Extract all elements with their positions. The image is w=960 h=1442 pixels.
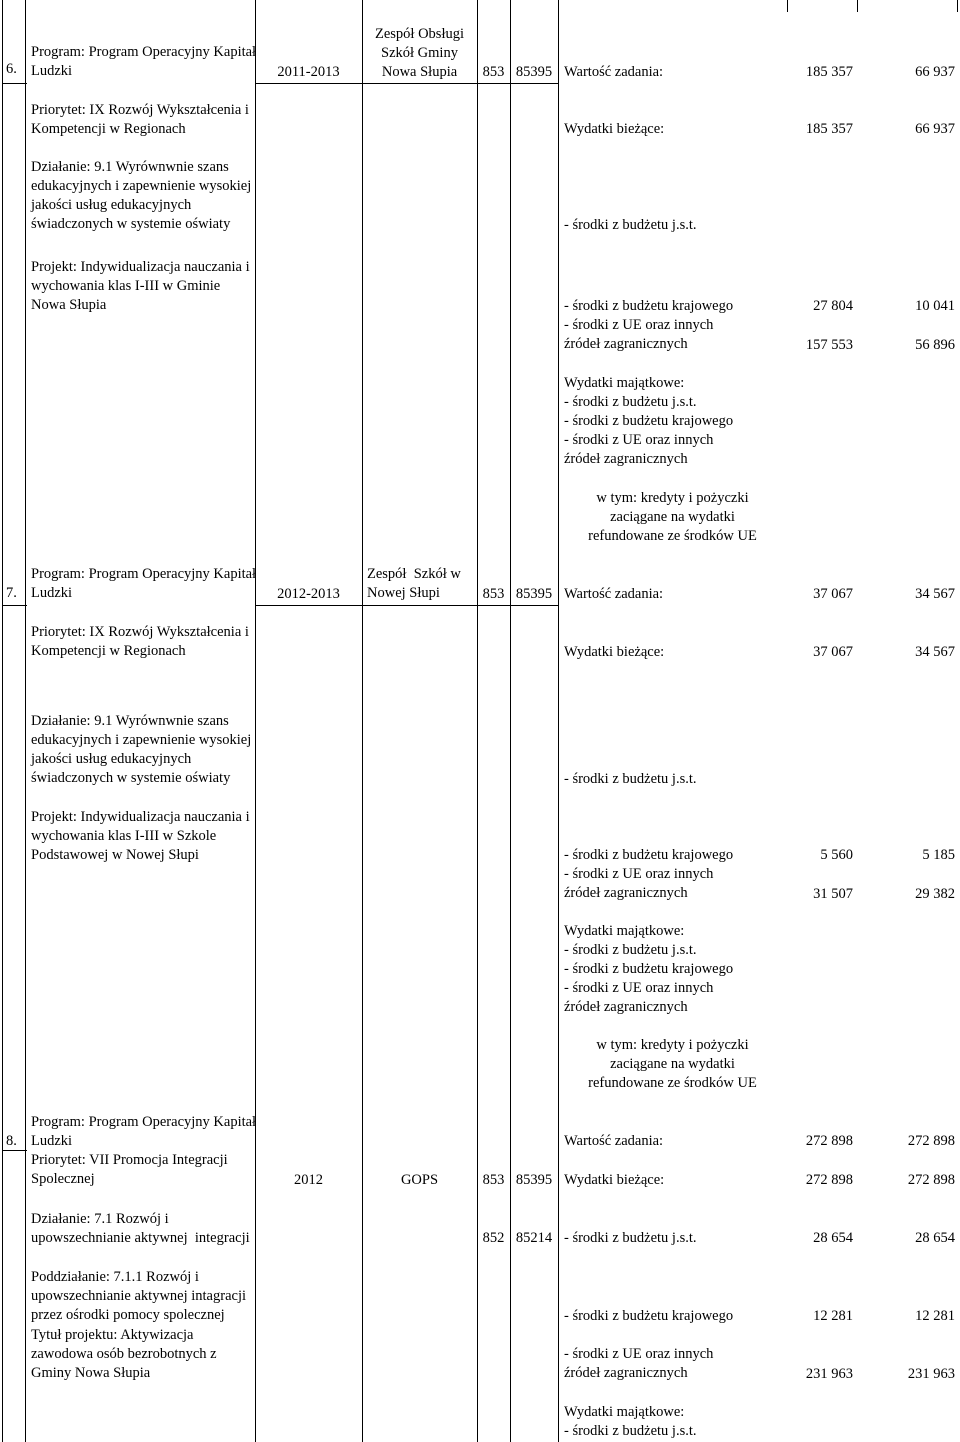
program-line: Program: Program Operacyjny Kapitał [31, 1114, 257, 1130]
program-line: Priorytet: VII Promocja Integracji [31, 1152, 228, 1168]
poddzialanie-line: zawodowa osób bezrobotnych z [31, 1346, 217, 1362]
priorytet-line: Kompetencji w Regionach [31, 643, 186, 659]
biezace-label: Wydatki bieżące: [564, 644, 665, 660]
program-line: Spolecznej [31, 1171, 95, 1187]
rozdzial: 85395 [515, 1172, 553, 1188]
wartosc-label: Wartość zadania: [564, 1133, 664, 1149]
program-line: Ludzki [31, 585, 73, 601]
projekt-line: Nowa Słupia [31, 297, 107, 313]
column-rule [558, 0, 559, 1442]
wartosc-value-2: 34 567 [915, 586, 955, 602]
wartosc-label: Wartość zadania: [564, 586, 664, 602]
poddzialanie-line: przez ośrodki pomocy spolecznej [31, 1307, 225, 1323]
majatkowe-line: - środki z budżetu j.s.t. [564, 1423, 697, 1439]
column-rule [362, 0, 363, 1442]
row-number: 7. [6, 585, 17, 601]
dzial: 853 [482, 64, 505, 80]
unit-line: GOPS [400, 1172, 439, 1188]
unit-line: Zespół Obsługi [374, 26, 464, 42]
kraj-label: - środki z budżetu krajowego [564, 847, 734, 863]
period: 2011-2013 [277, 64, 340, 80]
projekt-line: Projekt: Indywidualizacja nauczania i [31, 809, 250, 825]
biezace-value-1: 272 898 [805, 1172, 853, 1188]
majatkowe-line: - środki z budżetu krajowego [564, 413, 734, 429]
ue-label: - środki z UE oraz innych [564, 866, 714, 882]
majatkowe-line: źródeł zagranicznych [564, 999, 688, 1015]
ue-value-2: 29 382 [915, 886, 955, 902]
dzialanie-line: edukacyjnych i zapewnienie wysokiej [31, 178, 252, 194]
priorytet-line: Priorytet: IX Rozwój Wykształcenia i [31, 624, 249, 640]
poddzialanie-line: Gminy Nowa Słupia [31, 1365, 151, 1381]
poddzialanie-line: upowszechnianie aktywnej intagracji [31, 1288, 247, 1304]
kredyty-line: zaciągane na wydatki [610, 509, 735, 525]
column-rule [2, 0, 3, 1442]
rozdzial: 85395 [515, 64, 553, 80]
wartosc-value-1: 272 898 [805, 1133, 853, 1149]
jst-label: - środki z budżetu j.s.t. [564, 771, 697, 787]
kredyty-line: refundowane ze środków UE [588, 1075, 757, 1091]
majatkowe-line: źródeł zagranicznych [564, 451, 688, 467]
kredyty-line: zaciągane na wydatki [610, 1056, 735, 1072]
kraj-label: - środki z budżetu krajowego [564, 298, 734, 314]
dzial: 853 [482, 586, 505, 602]
kraj-value-2: 5 185 [922, 847, 955, 863]
wartosc-value-1: 185 357 [805, 64, 853, 80]
wartosc-value-1: 37 067 [813, 586, 853, 602]
dzialanie-line: Działanie: 9.1 Wyrównwnie szans [31, 159, 229, 175]
column-rule [477, 0, 478, 1442]
unit-line: Zespół Szkół w [367, 566, 461, 582]
row-number: 8. [6, 1133, 17, 1149]
priorytet-line: Kompetencji w Regionach [31, 121, 186, 137]
kredyty-line: refundowane ze środków UE [588, 528, 757, 544]
jst-label: - środki z budżetu j.s.t. [564, 217, 697, 233]
biezace-value-2: 272 898 [907, 1172, 955, 1188]
ue-value-1: 157 553 [805, 337, 853, 353]
jst-value-1: 28 654 [813, 1230, 853, 1246]
column-rule [255, 0, 256, 1442]
jst-label: - środki z budżetu j.s.t. [564, 1230, 697, 1246]
dzialanie-line: Działanie: 7.1 Rozwój i [31, 1211, 169, 1227]
unit-line: Nowa Słupia [381, 64, 458, 80]
program-line: Ludzki [31, 63, 73, 79]
poddzialanie-line: Poddziałanie: 7.1.1 Rozwój i [31, 1269, 199, 1285]
column-rule [857, 0, 858, 12]
period: 2012 [294, 1172, 323, 1188]
dzialanie-line: upowszechnianie aktywnej integracji [31, 1230, 250, 1246]
kraj-value-2: 10 041 [915, 298, 955, 314]
row-rule [255, 83, 559, 84]
row-number: 6. [6, 61, 17, 77]
ue-label: - środki z UE oraz innych [564, 317, 714, 333]
ue-label: źródeł zagranicznych [564, 885, 688, 901]
majatkowe-line: Wydatki majątkowe: [564, 1404, 685, 1420]
majatkowe-line: - środki z budżetu j.s.t. [564, 394, 697, 410]
majatkowe-line: Wydatki majątkowe: [564, 375, 685, 391]
rozdzial: 85214 [515, 1230, 553, 1246]
program-line: Program: Program Operacyjny Kapitał [31, 44, 257, 60]
program-line: Program: Program Operacyjny Kapitał [31, 566, 257, 582]
biezace-label: Wydatki bieżące: [564, 1172, 665, 1188]
period: 2012-2013 [277, 586, 340, 602]
kredyty-line: w tym: kredyty i pożyczki [596, 490, 749, 506]
unit-line: Szkół Gminy [381, 45, 458, 61]
ue-value-1: 231 963 [805, 1366, 853, 1382]
projekt-line: Projekt: Indywidualizacja nauczania i [31, 259, 250, 275]
majatkowe-line: Wydatki majątkowe: [564, 923, 685, 939]
row-rule [2, 83, 27, 84]
majatkowe-line: - środki z UE oraz innych [564, 432, 714, 448]
wartosc-value-2: 66 937 [915, 64, 955, 80]
wartosc-value-2: 272 898 [907, 1133, 955, 1149]
column-rule [25, 0, 26, 1442]
kraj-value-1: 12 281 [813, 1308, 853, 1324]
column-rule [510, 0, 511, 1442]
biezace-label: Wydatki bieżące: [564, 121, 665, 137]
kraj-value-1: 27 804 [813, 298, 853, 314]
poddzialanie-line: Tytuł projektu: Aktywizacja [31, 1327, 194, 1343]
dzialanie-line: świadczonych w systemie oświaty [31, 770, 231, 786]
ue-value-1: 31 507 [813, 886, 853, 902]
ue-label: - środki z UE oraz innych [564, 1346, 714, 1362]
row-rule [255, 605, 559, 606]
wartosc-label: Wartość zadania: [564, 64, 664, 80]
majatkowe-line: - środki z UE oraz innych [564, 980, 714, 996]
projekt-line: wychowania klas I-III w Gminie [31, 278, 221, 294]
ue-label: źródeł zagranicznych [564, 1365, 688, 1381]
biezace-value-2: 66 937 [915, 121, 955, 137]
jst-value-2: 28 654 [915, 1230, 955, 1246]
majatkowe-line: - środki z budżetu krajowego [564, 961, 734, 977]
projekt-line: Podstawowej w Nowej Słupi [31, 847, 199, 863]
priorytet-line: Priorytet: IX Rozwój Wykształcenia i [31, 102, 249, 118]
kraj-label: - środki z budżetu krajowego [564, 1308, 734, 1324]
biezace-value-1: 37 067 [813, 644, 853, 660]
majatkowe-line: - środki z budżetu j.s.t. [564, 942, 697, 958]
dzial: 853 [482, 1172, 505, 1188]
ue-value-2: 56 896 [915, 337, 955, 353]
dzialanie-line: świadczonych w systemie oświaty [31, 216, 231, 232]
kraj-value-1: 5 560 [820, 847, 853, 863]
ue-label: źródeł zagranicznych [564, 336, 688, 352]
program-line: Ludzki [31, 1133, 73, 1149]
projekt-line: wychowania klas I-III w Szkole [31, 828, 217, 844]
dzialanie-line: edukacyjnych i zapewnienie wysokiej [31, 732, 252, 748]
kraj-value-2: 12 281 [915, 1308, 955, 1324]
column-rule [957, 0, 958, 12]
rozdzial: 85395 [515, 586, 553, 602]
dzialanie-line: jakości usług edukacyjnych [31, 751, 192, 767]
column-rule [787, 0, 788, 12]
dzial: 852 [482, 1230, 505, 1246]
unit-line: Nowej Słupi [367, 585, 440, 601]
biezace-value-2: 34 567 [915, 644, 955, 660]
ue-value-2: 231 963 [907, 1366, 955, 1382]
dzialanie-line: jakości usług edukacyjnych [31, 197, 192, 213]
dzialanie-line: Działanie: 9.1 Wyrównwnie szans [31, 713, 229, 729]
row-rule [2, 605, 27, 606]
kredyty-line: w tym: kredyty i pożyczki [596, 1037, 749, 1053]
biezace-value-1: 185 357 [805, 121, 853, 137]
